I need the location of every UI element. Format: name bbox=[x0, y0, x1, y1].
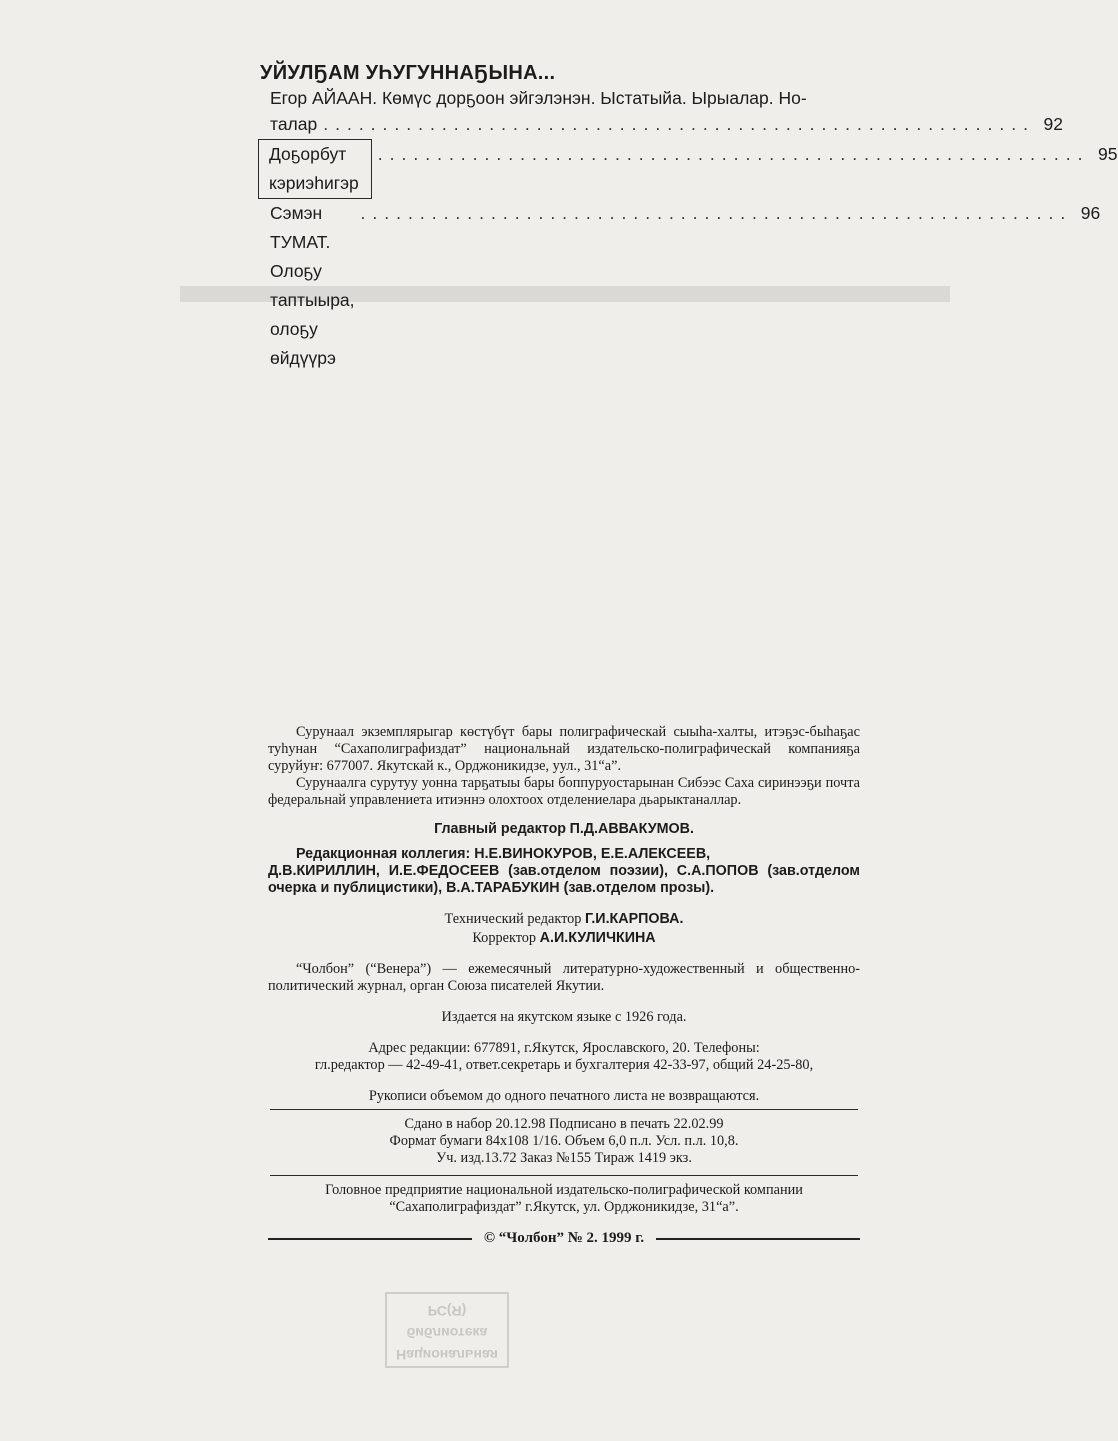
editorial-board-line-1: Редакционная коллегия: Н.Е.ВИНОКУРОВ, Е.Е.АЛЕКСЕЕВ, bbox=[296, 846, 711, 862]
proofreader bbox=[268, 930, 860, 947]
colophon bbox=[268, 724, 860, 1247]
toc-entry-1-page: 92 bbox=[1043, 114, 1063, 134]
print-info-line-2: Формат бумаги 84х108 1/16. Объем 6,0 п.л. Усл. п.л. 10,8. bbox=[389, 1133, 739, 1149]
stamp-line-1: Национальная bbox=[396, 1347, 498, 1363]
divider bbox=[268, 1238, 472, 1240]
proofreader-name: А.И.КУЛИЧКИНА bbox=[539, 930, 656, 946]
leader-dots: ............................................................ bbox=[377, 144, 1090, 164]
chief-editor-label: Главный редактор bbox=[434, 821, 567, 837]
published-since: Издается на якутском языке с 1926 года. bbox=[441, 1009, 687, 1025]
subscription-paragraph: Сурунаалга сурутуу уонна тарҕатыы бары боппуруостарынан Сибээс Саха сиринээҕи почта федеральнай управлениета итиэннэ олохтоох отделениелара дьарыктаналлар. bbox=[268, 775, 860, 808]
toc-entry-2-page: 95 bbox=[1098, 144, 1118, 164]
stamp-line-2: библиотека bbox=[406, 1325, 488, 1341]
chief-editor-name: П.Д.АВВАКУМОВ. bbox=[569, 821, 694, 837]
address-line-2: гл.редактор — 42-49-41, ответ.секретарь и бухгалтерия 42-33-97, общий 24-25-80, bbox=[314, 1057, 814, 1073]
technical-editor-label: Технический редактор bbox=[444, 911, 582, 927]
toc-heading: УЙУЛҔАМ УҺУГУННАҔЫНА... bbox=[260, 62, 556, 84]
toc-entry-1-line-1: Егор АЙААН. Көмүс дорҕоон эйгэлэнэн. Ыстатыйа. Ырыалар. Но- bbox=[270, 88, 807, 108]
library-stamp bbox=[385, 1292, 509, 1368]
copyright-line bbox=[268, 1230, 860, 1247]
editorial-board-rest: Д.В.КИРИЛЛИН, И.Е.ФЕДОСЕЕВ (зав.отделом поэзии), С.А.ПОПОВ (зав.отделом очерка и публицистики), В.А.ТАРАБУКИН (зав.отделом прозы). bbox=[268, 863, 860, 896]
table-of-contents bbox=[258, 62, 1118, 373]
publisher-line-1: Головное предприятие национальной издательско-полиграфической компании bbox=[325, 1182, 803, 1198]
technical-editor-name: Г.И.КАРПОВА. bbox=[585, 911, 684, 927]
toc-entry-3 bbox=[270, 199, 1101, 373]
journal-description: “Чолбон” (“Венера”) — ежемесячный литературно-художественный и общественно-политический журнал, орган Союза писателей Якутии. bbox=[268, 961, 860, 994]
leader-dots: ............................................................ bbox=[360, 203, 1073, 223]
publisher-line-2: “Сахаполиграфиздат” г.Якутск, ул. Орджоникидзе, 31“а”. bbox=[389, 1199, 739, 1215]
copyright: © “Чолбон” № 2. 1999 г. bbox=[483, 1230, 645, 1246]
errata-paragraph: Сурунаал экземплярыгар көстүбүт бары полиграфическай сыыһа-халты, итэҕэс-быһаҕас туһунан “Сахаполиграфиздат” национальнай издательско-полиграфическай компанияҕа суруйуҥ: 677007. Якутскай к., Орджоникидзе, уул., 31“а”. bbox=[268, 724, 860, 774]
toc-entry-2 bbox=[269, 139, 1118, 199]
toc-entry-1 bbox=[270, 110, 1063, 139]
technical-editor bbox=[268, 911, 860, 928]
divider bbox=[656, 1238, 860, 1240]
print-info-line-1: Сдано в набор 20.12.98 Подписано в печать 22.02.99 bbox=[404, 1116, 724, 1132]
toc-entry-3-title: Сэмэн ТУМАТ. Олоҕу таптыыра, олоҕу өйдүүрэ bbox=[270, 203, 355, 368]
leader-dots: ............................................................ bbox=[323, 114, 1035, 134]
divider bbox=[270, 1109, 858, 1110]
proofreader-label: Корректор bbox=[472, 930, 537, 946]
manuscripts-note: Рукописи объемом до одного печатного листа не возвращаются. bbox=[368, 1088, 760, 1104]
toc-entry-2-title: Доҕорбут кэриэһигэр bbox=[258, 139, 372, 199]
toc-entry-3-page: 96 bbox=[1080, 203, 1101, 223]
address-line-1: Адрес редакции: 677891, г.Якутск, Ярославского, 20. Телефоны: bbox=[368, 1040, 760, 1056]
stamp-line-3: РС(Я) bbox=[427, 1303, 467, 1319]
divider bbox=[270, 1175, 858, 1176]
toc-entry-1-line-2: талар bbox=[270, 114, 318, 134]
print-info-line-3: Уч. изд.13.72 Заказ №155 Тираж 1419 экз. bbox=[436, 1150, 692, 1166]
chief-editor bbox=[268, 821, 860, 838]
